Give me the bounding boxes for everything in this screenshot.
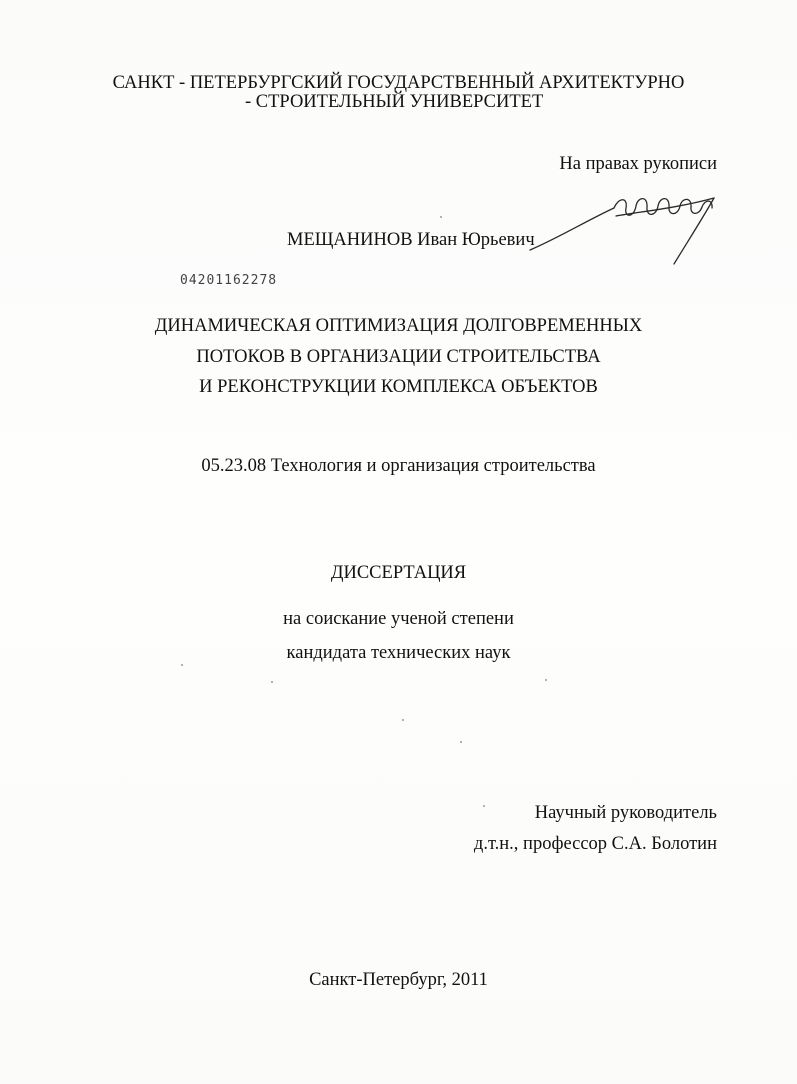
city-year: Санкт-Петербург, 2011	[309, 970, 488, 990]
title-line-2: ПОТОКОВ В ОРГАНИЗАЦИИ СТРОИТЕЛЬСТВА	[196, 347, 601, 367]
specialty-code: 05.23.08 Технология и организация строительства	[201, 456, 596, 476]
scan-speck	[402, 719, 404, 721]
supervisor-label: Научный руководитель	[534, 803, 717, 823]
scan-speck	[460, 741, 462, 743]
scan-speck	[483, 805, 485, 807]
author-name: МЕЩАНИНОВ Иван Юрьевич	[287, 230, 535, 250]
title-line-3: И РЕКОНСТРУКЦИИ КОМПЛЕКСА ОБЪЕКТОВ	[199, 377, 598, 397]
signature-icon	[528, 186, 728, 268]
university-name-line1: САНКТ - ПЕТЕРБУРГСКИЙ ГОСУДАРСТВЕННЫЙ АРХИТЕКТУРНО	[112, 73, 685, 93]
title-line-1: ДИНАМИЧЕСКАЯ ОПТИМИЗАЦИЯ ДОЛГОВРЕМЕННЫХ	[154, 316, 643, 336]
scan-speck	[181, 664, 183, 666]
work-type: ДИССЕРТАЦИЯ	[330, 563, 467, 583]
scan-speck	[271, 681, 273, 683]
scan-speck	[545, 679, 547, 681]
scan-speck	[440, 216, 442, 218]
catalog-code: 04201162278	[180, 273, 278, 288]
degree-line-1: на соискание ученой степени	[283, 609, 514, 629]
degree-line-2: кандидата технических наук	[286, 643, 511, 663]
supervisor-name: д.т.н., профессор С.А. Болотин	[473, 834, 717, 854]
rights-note: На правах рукописи	[559, 154, 717, 174]
university-name-line2: - СТРОИТЕЛЬНЫЙ УНИВЕРСИТЕТ	[245, 92, 544, 112]
